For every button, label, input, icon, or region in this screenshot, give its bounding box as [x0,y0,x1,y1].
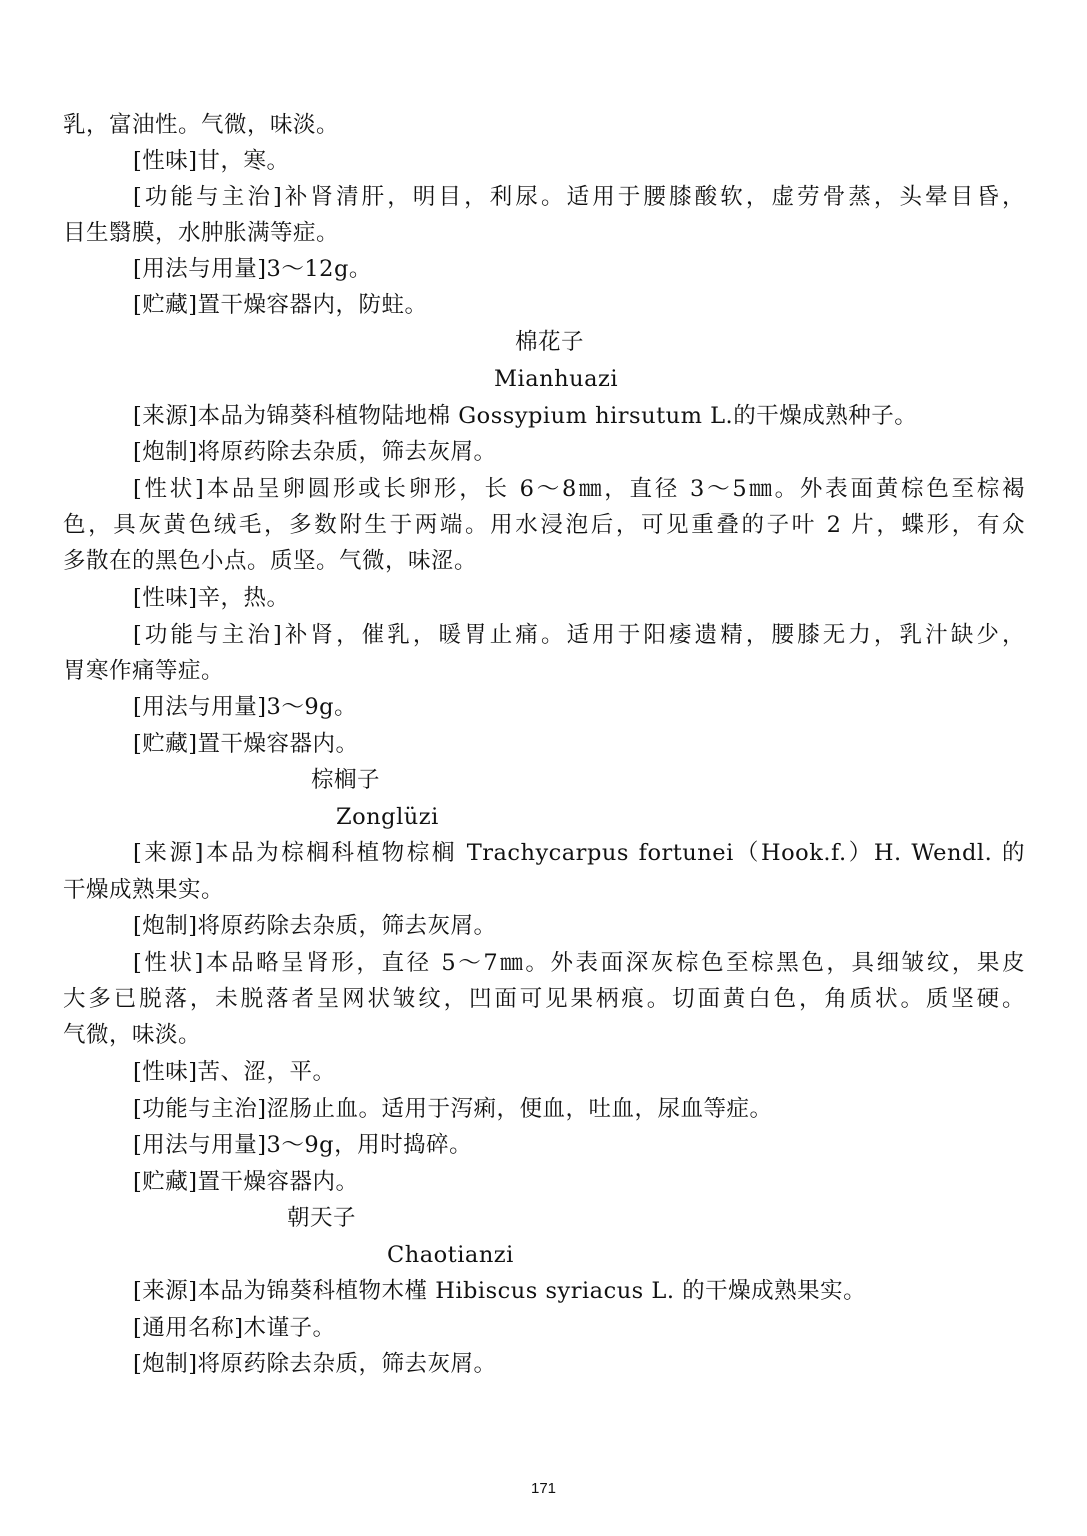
text-line: 目生翳膜，水肿胀满等症。 [63,220,340,246]
text-line: [炮制]将原药除去杂质，筛去灰屑。 [133,439,497,465]
text-line: 乳，富油性。气微，味淡。 [63,112,340,138]
text-line: [通用名称]木谨子。 [133,1315,336,1341]
entry-title: 棉花子 [515,329,585,355]
entry-pinyin: Chaotianzi [387,1242,514,1268]
text-line: [性味]苦、涩，平。 [133,1059,336,1085]
text-line: [来源]本品为棕榈科植物棕榈 Trachycarpus fortunei（Hook.f.）H. Wendl. 的 [133,840,1025,866]
text-line: [功能与主治]补肾清肝，明目，利尿。适用于腰膝酸软，虚劳骨蒸，头晕目昏， [133,184,1025,210]
text-line: [来源]本品为锦葵科植物木槿 Hibiscus syriacus L. 的干燥成熟果实。 [133,1278,867,1304]
text-line: [贮藏]置干燥容器内，防蛀。 [133,292,428,318]
text-line: [用法与用量]3～12g。 [133,256,372,282]
text-line: [贮藏]置干燥容器内。 [133,1169,359,1195]
text-line: [贮藏]置干燥容器内。 [133,731,359,757]
text-line: [性状]本品略呈肾形，直径 5～7㎜。外表面深灰棕色至棕黑色，具细皱纹，果皮 [133,950,1025,976]
text-line: [功能与主治]涩肠止血。适用于泻痢，便血，吐血，尿血等症。 [133,1096,773,1122]
text-line: [性状]本品呈卵圆形或长卵形，长 6～8㎜，直径 3～5㎜。外表面黄棕色至棕褐 [133,476,1025,502]
text-line: 色，具灰黄色绒毛，多数附生于两端。用水浸泡后，可见重叠的子叶 2 片，蝶形，有众 [63,512,1025,538]
text-line: [性味]甘，寒。 [133,148,290,174]
entry-title: 朝天子 [287,1205,357,1231]
page-number: 171 [530,1480,557,1497]
entry-pinyin: Zonglüzi [336,804,439,830]
text-line: [来源]本品为锦葵科植物陆地棉 Gossypium hirsutum L.的干燥成熟种子。 [133,403,918,429]
text-line: [用法与用量]3～9g，用时捣碎。 [133,1132,473,1158]
text-line: [用法与用量]3～9g。 [133,694,358,720]
text-line: [性味]辛，热。 [133,585,290,611]
text-line: 干燥成熟果实。 [63,877,225,903]
text-line: [炮制]将原药除去杂质，筛去灰屑。 [133,1351,497,1377]
entry-pinyin: Mianhuazi [494,366,619,392]
text-line: 气微，味淡。 [63,1022,202,1048]
text-line: 胃寒作痛等症。 [63,658,225,684]
text-line: 大多已脱落，未脱落者呈网状皱纹，凹面可见果柄痕。切面黄白色，角质状。质坚硬。 [63,986,1025,1012]
text-line: 多散在的黑色小点。质坚。气微，味涩。 [63,548,478,574]
text-line: [功能与主治]补肾，催乳，暖胃止痛。适用于阳痿遗精，腰膝无力，乳汁缺少， [133,622,1025,648]
text-line: [炮制]将原药除去杂质，筛去灰屑。 [133,913,497,939]
entry-title: 棕榈子 [311,767,381,793]
